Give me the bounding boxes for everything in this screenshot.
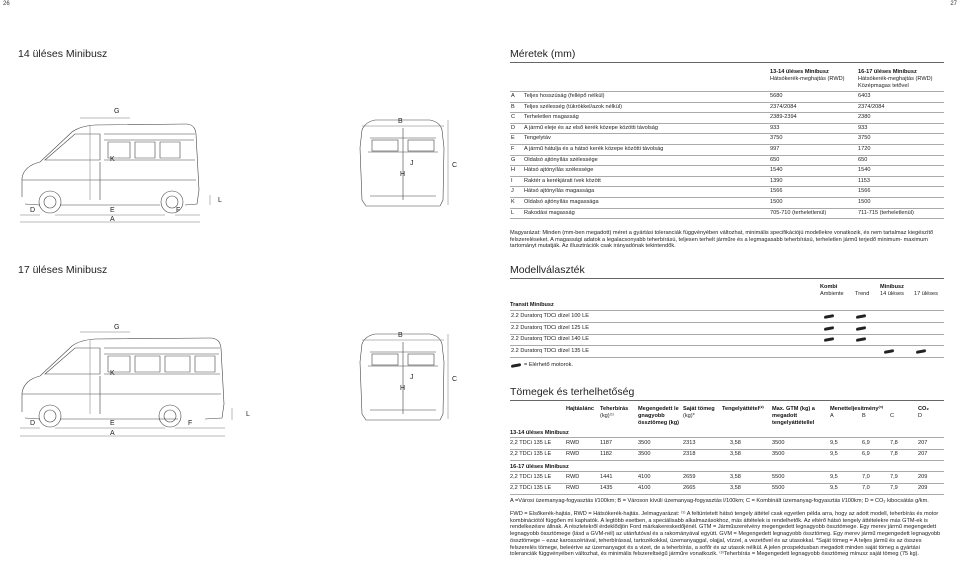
- models-ambiente: Ambiente: [820, 291, 844, 297]
- dim-label-j: J: [410, 374, 414, 381]
- w-h-ratio: Tengelyáttétel⁽²⁾: [722, 406, 764, 412]
- dims-row-value-2: 711-715 (terheletlenül): [858, 209, 914, 216]
- divider: [510, 102, 944, 103]
- weights-cell: 209: [918, 474, 928, 480]
- weights-cell: RWD: [566, 440, 580, 446]
- dims-row-key: H: [511, 167, 516, 174]
- divider: [510, 437, 944, 438]
- van-side-17: [20, 332, 232, 436]
- divider: [510, 460, 944, 461]
- dims-row-label: A jármű eleje és az első kerék közepe közötti távolság: [524, 124, 659, 131]
- divider: [510, 165, 944, 166]
- dims-row-key: I: [511, 177, 513, 184]
- weights-cell: 3500: [638, 440, 651, 446]
- divider: [510, 449, 944, 450]
- weights-cell: 1182: [600, 451, 613, 457]
- dims-row-label: Rakodási magasság: [524, 209, 575, 216]
- dims-row-label: Tengelytáv: [524, 135, 551, 142]
- weights-cell: 7,9: [890, 474, 898, 480]
- divider: [510, 310, 944, 311]
- weights-cell: RWD: [566, 485, 580, 491]
- weights-cell: 3500: [772, 451, 785, 457]
- dim-label-e: E: [110, 420, 115, 427]
- weights-cell: 9,5: [830, 485, 838, 491]
- weights-cell: 1435: [600, 485, 613, 491]
- models-minibusz: Minibusz: [880, 284, 904, 290]
- availability-marker-icon: [856, 326, 866, 331]
- w-h-tow: Megengedett le: [638, 406, 679, 412]
- w-h-payload2: (kg)⁽¹⁾: [600, 413, 615, 419]
- models-title: Modellválaszték: [510, 264, 585, 276]
- divider: [510, 278, 944, 279]
- divider: [510, 133, 944, 134]
- dim-label-l: L: [246, 411, 250, 418]
- divider: [510, 218, 944, 219]
- weights-cell: 7,0: [862, 474, 870, 480]
- section-title-17: 17 üléses Minibusz: [18, 264, 108, 276]
- w-h-gvm: Max. GTM (kg) a: [772, 406, 815, 412]
- dims-row-label: Oldalsó ajtónyílás magassága: [524, 199, 599, 205]
- dims-row-label: Teljes szélesség (tükrökkel/azok nélkül): [524, 103, 622, 110]
- van-rear-14: [360, 120, 448, 206]
- weights-cell: 6,9: [862, 440, 870, 446]
- weights-cell: 3500: [638, 451, 651, 457]
- w-h-b: B: [862, 413, 866, 419]
- weights-cell: 5500: [772, 474, 785, 480]
- weights-cell: 7,9: [890, 485, 898, 491]
- dims-row-value-2: 1720: [858, 146, 871, 152]
- dims-row-key: L: [511, 209, 515, 216]
- divider: [510, 123, 944, 124]
- w-h-tow2: gnagyobb: [638, 413, 665, 419]
- divider: [510, 62, 944, 63]
- weights-cell: 2665: [683, 485, 696, 491]
- divider: [510, 334, 944, 335]
- dims-row-value-2: 2380: [858, 114, 871, 121]
- weights-cell: 4100: [638, 474, 651, 480]
- availability-marker-icon: [884, 349, 894, 354]
- w-h-co2: CO₂: [918, 406, 929, 412]
- weights-cell: 3,58: [730, 440, 741, 446]
- dim-label-b: B: [398, 118, 403, 125]
- divider: [510, 483, 944, 484]
- w-h-c: C: [890, 413, 895, 419]
- dims-title: Méretek (mm): [510, 48, 576, 60]
- dim-label-d: D: [30, 207, 36, 214]
- dims-row-value-1: 5680: [770, 93, 783, 99]
- divider: [510, 357, 944, 358]
- weights-cell: 7,8: [890, 440, 898, 446]
- dims-row-key: B: [511, 103, 515, 110]
- dim-label-f: F: [188, 420, 193, 427]
- dims-row-label: Terheletlen magasság: [524, 114, 579, 121]
- dims-row-key: G: [511, 156, 516, 163]
- dim-label-e: E: [110, 207, 115, 214]
- weights-cell: 2,2 TDCi 135 LE: [510, 440, 552, 446]
- w-group-17: 16-17 üléses Minibusz: [510, 464, 569, 470]
- dims-row-key: K: [511, 199, 515, 205]
- weights-cell: 6,9: [862, 451, 870, 457]
- w-h-drive: Hajtáslánc: [566, 406, 594, 412]
- weights-cell: RWD: [566, 474, 580, 480]
- dim-label-f: F: [176, 207, 181, 214]
- w-h-d: D: [918, 413, 923, 419]
- divider: [510, 197, 944, 198]
- weights-cell: 2,2 TDCi 135 LE: [510, 485, 552, 491]
- w-h-gvm2: megadott: [772, 413, 798, 419]
- dims-note: Magyarázat: Minden (mm-ben megadott) méret a gyártási toleranciák függvényében változhat, minimális specifikációjú modellekre vonatkozik, és nem tartalmaz kiegészítő felszereléseket. A magassági adatok a legalacsonyabb teherbírású, teljesen terhelt járműre és a legmagasabb teherbírású, terheletlen jármű terjedő minimum- maximum tartományt mutatják. Az illusztrációk csak irányadónak tekintendők.: [510, 230, 934, 250]
- weights-cell: 1187: [600, 440, 613, 446]
- dim-label-l: L: [218, 197, 222, 204]
- dim-label-c: C: [452, 162, 458, 169]
- dims-col2-head: 16-17 üléses Minibusz: [858, 69, 917, 75]
- weights-cell: 9,5: [830, 451, 838, 457]
- weights-cell: 2,2 TDCi 135 LE: [510, 451, 552, 457]
- weights-cell: 3500: [772, 440, 785, 446]
- w-h-gvm3: tengelyáttétellel: [772, 420, 815, 426]
- weights-cell: 7,8: [890, 451, 898, 457]
- dims-col2-sub2: Középmagas tetővel: [858, 83, 909, 89]
- weights-cell: 9,5: [830, 440, 838, 446]
- dim-label-h: H: [400, 385, 406, 392]
- dims-row-value-1: 2389-2394: [770, 114, 797, 121]
- dims-row-value-1: 1390: [770, 177, 783, 184]
- availability-marker-icon: [916, 349, 926, 354]
- dims-row-key: E: [511, 135, 515, 142]
- weights-cell: 2,2 TDCi 135 LE: [510, 474, 552, 480]
- weights-cell: 2313: [683, 440, 696, 446]
- dims-row-value-1: 650: [770, 156, 780, 163]
- models-row: 2.2 Duratorq TDCi dízel 140 LE: [511, 336, 589, 342]
- models-17: 17 üléses: [914, 291, 938, 297]
- divider: [510, 322, 944, 323]
- dim-label-j: J: [410, 160, 414, 167]
- weights-title: Tömegek és terhelhetőség: [510, 386, 635, 398]
- w-h-tow3: össztömeg (kg): [638, 420, 680, 426]
- models-row: 2.2 Duratorq TDCi dízel 100 LE: [511, 313, 589, 319]
- weights-cell: 3,58: [730, 451, 741, 457]
- weights-cell: 207: [918, 440, 928, 446]
- dim-label-b: B: [398, 332, 403, 339]
- weights-footnote-1: A =Városi üzemanyag-fogyasztás l/100km; B = Városon kívüli üzemanyag-fogyasztás l/100km; C = Kombinált üzemanyag-fogyasztás l/100km; D = CO₂ kibocsátás g/km.: [510, 498, 929, 504]
- dims-row-label: Hátsó ajtónyílás magassága: [524, 188, 595, 195]
- dim-label-a: A: [110, 216, 115, 223]
- divider: [510, 345, 944, 346]
- weights-cell: 3,58: [730, 474, 741, 480]
- availability-marker-icon: [856, 314, 866, 319]
- weights-footnote-2: FWD = Elsőkerék-hajtás, RWD = Hátsókerék-hajtás. Jelmagyarázat: ⁽¹⁾ A feltüntetett hátsó tengely áttétel csak egyetlen példa arra, hogy az adott modell, teherbírás és motor kombinációtól függően mi kaphatók. A legtöbb esetben, a speciálisabb alkalmazásokhoz, más áttételek is rendelhetők. Az eltérő hátsó tengely áttételekre más GTM-ek is rendelkezésre állnak. A részletekről érdeklődjön Ford márkakereskedőjénél. GTM = Járműszerelvény megengedett legnagyobb össztömege. Egy merev jármű megengedett legnagyobb össztömege (lásd a GVM-nél) az utánfutóval és a rakományával együtt. GVM = Megengedett legnagyobb össztömeg. Egy merev jármű megengedett legnagyobb össztömege – ezaz karosszériával, teherbírással, tartozékokkal, üzemanyaggal, olajjal, vízzel, a vezetővel és az utasokkal. *Saját tömeg = A teljes jármű és az összes felszerelés tömege, beleértve az üzemanyagot és a vizet, de a teherbírás, a sofőr és az utasok nélkül. A jelen prospektusban megadott minden saját tömeg a gyártási toleranciák függvényében változhat, és minimális felszereltségű járműre vonatkozik. ⁽³⁾Teherbírás = Megengedett legnagyobb össztömeg mínusz saját tömeg (75 kg).: [510, 511, 941, 558]
- dims-row-value-1: 933: [770, 124, 780, 131]
- availability-marker-icon: [856, 337, 866, 342]
- weights-cell: 9,5: [830, 474, 838, 480]
- weights-cell: 7,0: [862, 485, 870, 491]
- dims-row-key: C: [511, 114, 516, 121]
- weights-cell: 3,58: [730, 485, 741, 491]
- dims-row-label: Raktér a kerékjárati ívek között: [524, 177, 601, 184]
- dims-row-label: Teljes hosszúság (fellépő nélkül): [524, 93, 605, 99]
- weights-cell: 207: [918, 451, 928, 457]
- dim-label-g: G: [114, 324, 120, 331]
- dims-row-value-1: 1500: [770, 199, 783, 205]
- dims-row-value-1: 1540: [770, 167, 783, 174]
- divider: [510, 144, 944, 145]
- divider: [510, 155, 944, 156]
- divider: [510, 494, 944, 495]
- dims-row-label: Oldalsó ajtónyílás szélessége: [524, 156, 598, 163]
- dim-label-c: C: [452, 376, 458, 383]
- availability-marker-icon: [511, 363, 521, 368]
- models-row: 2.2 Duratorq TDCi dízel 125 LE: [511, 324, 589, 331]
- dims-col1-sub: Hátsókerék-meghajtás (RWD): [770, 76, 845, 82]
- w-h-own2: (kg)*: [683, 413, 695, 419]
- weights-cell: 209: [918, 485, 928, 491]
- dims-row-key: J: [511, 188, 514, 195]
- w-h-a: A: [830, 413, 834, 419]
- dims-row-label: A jármű hátulja és a hátsó kerék közepe közötti távolság: [524, 146, 664, 152]
- divider: [510, 400, 944, 401]
- van-side-14: [20, 118, 210, 222]
- weights-cell: RWD: [566, 451, 580, 457]
- models-group: Transit Minibusz: [510, 302, 554, 308]
- dims-row-value-2: 1500: [858, 199, 871, 205]
- dims-col1-head: 13-14 üléses Minibusz: [770, 69, 829, 75]
- dims-col2-sub: Hátsókerék-meghajtás (RWD): [858, 76, 933, 82]
- dims-row-key: A: [511, 93, 515, 99]
- weights-cell: 4100: [638, 485, 651, 491]
- dims-row-value-2: 2374/2084: [858, 103, 885, 110]
- dims-row-value-1: 3750: [770, 135, 783, 142]
- models-kombi: Kombi: [820, 284, 838, 290]
- dims-row-label: Hátsó ajtónyílás szélessége: [524, 167, 594, 174]
- w-h-payload: Teherbírás: [600, 406, 629, 412]
- dims-row-value-2: 1566: [858, 188, 871, 195]
- availability-marker-icon: [824, 326, 834, 331]
- dims-row-value-2: 3750: [858, 135, 871, 142]
- models-trend: Trend: [855, 291, 870, 297]
- weights-cell: 2318: [683, 451, 696, 457]
- availability-marker-icon: [824, 314, 834, 319]
- dims-row-key: F: [511, 146, 515, 152]
- dim-label-g: G: [114, 108, 120, 115]
- divider: [510, 208, 944, 209]
- models-legend: = Elérhető motorok.: [524, 362, 573, 368]
- weights-cell: 5500: [772, 485, 785, 491]
- divider: [510, 471, 944, 472]
- dim-label-a: A: [110, 430, 115, 437]
- dims-row-value-2: 1540: [858, 167, 871, 174]
- dims-row-key: D: [511, 124, 516, 131]
- page-number-right: 27: [950, 1, 957, 7]
- dim-label-d: D: [30, 420, 36, 427]
- dim-label-k: K: [110, 156, 115, 163]
- divider: [510, 186, 944, 187]
- dim-label-h: H: [400, 171, 406, 178]
- section-title-14: 14 üléses Minibusz: [18, 48, 108, 60]
- weights-cell: 2659: [683, 474, 696, 480]
- dims-row-value-2: 650: [858, 156, 868, 163]
- dims-row-value-2: 6403: [858, 93, 871, 99]
- divider: [510, 176, 944, 177]
- w-h-own: Saját tömeg: [683, 406, 715, 412]
- divider: [510, 91, 944, 92]
- dims-row-value-1: 997: [770, 146, 780, 152]
- w-h-cons: Menetteljesítmény⁽³⁾: [830, 406, 884, 412]
- models-row: 2.2 Duratorq TDCi dízel 135 LE: [511, 347, 589, 354]
- dims-row-value-2: 1153: [858, 177, 871, 184]
- dims-row-value-2: 933: [858, 124, 868, 131]
- dims-row-value-1: 2374/2084: [770, 103, 797, 110]
- models-14: 14 üléses: [880, 291, 904, 297]
- divider: [510, 112, 944, 113]
- weights-cell: 1441: [600, 474, 613, 480]
- dims-row-value-1: 1566: [770, 188, 783, 195]
- van-rear-17: [360, 334, 448, 420]
- dims-row-value-1: 705-710 (terheletlenül): [770, 209, 827, 216]
- dim-label-k: K: [110, 370, 115, 377]
- availability-marker-icon: [824, 337, 834, 342]
- page-number-left: 26: [3, 1, 10, 7]
- w-group-14: 13-14 üléses Minibusz: [510, 430, 569, 436]
